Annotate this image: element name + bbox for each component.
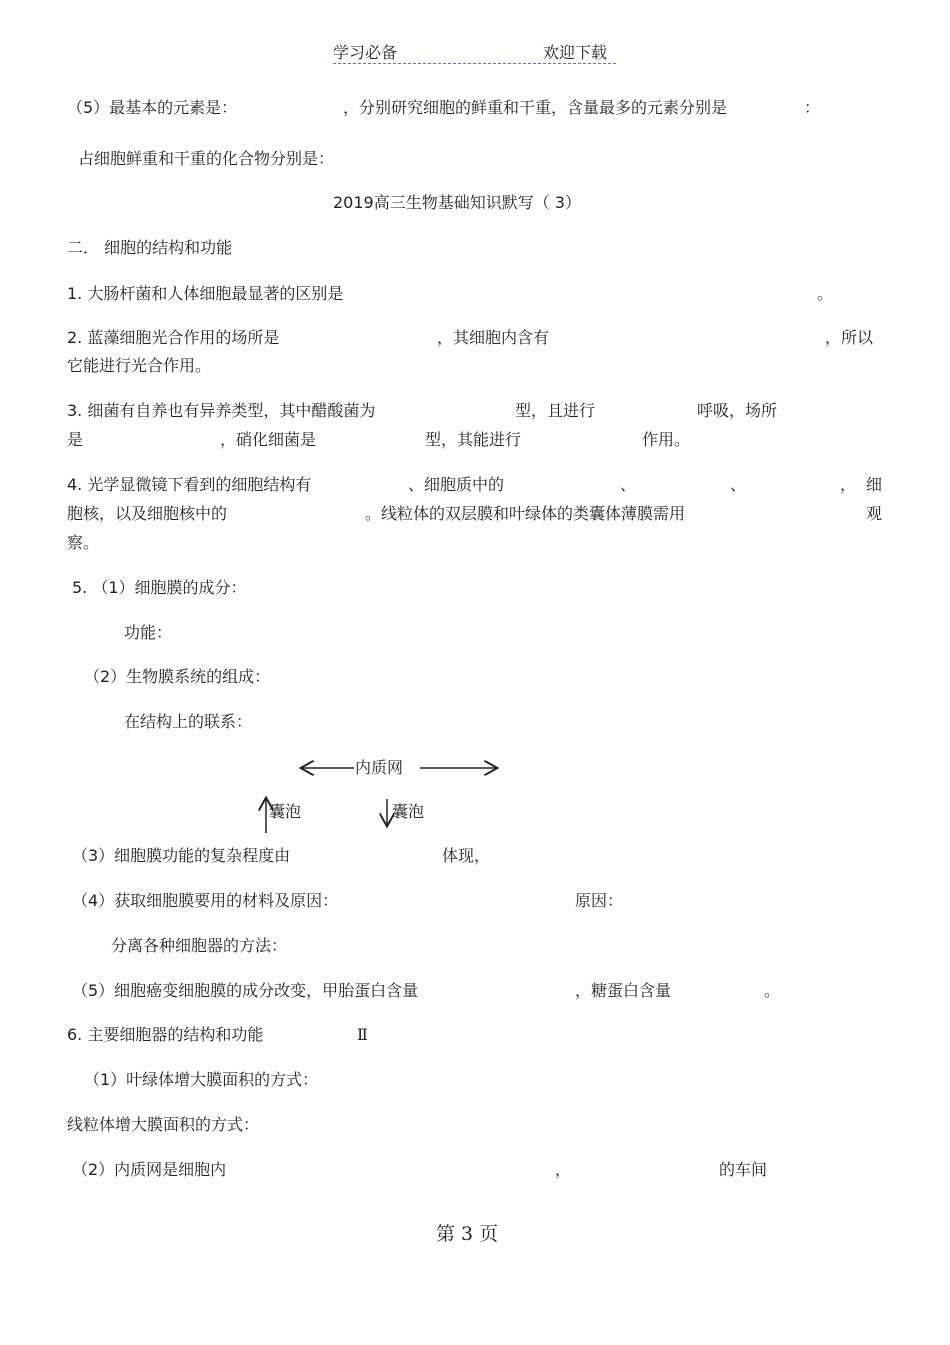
diagram-vesicle-left: 囊泡 <box>269 802 302 821</box>
q5-function: 功能： <box>124 623 173 642</box>
q2-cont: 它能进行光合作用。 <box>67 356 212 375</box>
q6-heading: 6. 主要细胞器的结构和功能 <box>67 1025 264 1044</box>
page-title: 2019高三生物基础知识默写（ 3） <box>333 193 581 212</box>
q6-roman: Ⅱ <box>357 1025 368 1044</box>
page-number: 第 3 页 <box>436 1223 499 1245</box>
q5-cancer: （5）细胞癌变细胞膜的成分改变，甲胎蛋白含量 <box>72 981 419 1000</box>
q4-cha: 察。 <box>67 533 100 552</box>
q4-nucleus: 胞核，以及细胞核中的 <box>67 504 228 523</box>
q4-sep1: 、 <box>620 475 637 494</box>
q4-sep3: ， <box>840 475 857 494</box>
q5-structure: 在结构上的联系： <box>124 712 253 731</box>
q-compounds: 占细胞鲜重和干重的化合物分别是： <box>78 149 335 168</box>
q5-end: 。 <box>764 981 781 1000</box>
q5-reason: 原因： <box>575 891 624 910</box>
q3-text: 3. 细菌有自养也有异养类型，其中醋酸菌为 <box>67 401 376 420</box>
diagram-er-label: 内质网 <box>355 758 404 777</box>
q-elements-end: ： <box>804 98 821 117</box>
q-elements-mid: ，分别研究细胞的鲜重和干重，含量最多的元素分别是 <box>343 98 728 117</box>
q1-end: 。 <box>817 284 834 303</box>
q3-nitro: ，硝化细菌是 <box>220 430 317 449</box>
q5-glyco: ，糖蛋白含量 <box>575 981 672 1000</box>
header-left: 学习必备 <box>333 43 398 62</box>
q-elements-label: （5）最基本的元素是： <box>67 98 238 117</box>
q3-type2: 型，其能进行 <box>425 430 522 449</box>
q6-workshop: 的车间 <box>719 1160 768 1179</box>
q4-sep2: 、 <box>730 475 747 494</box>
q6-mitochondria: 线粒体增大膜面积的方式： <box>67 1115 260 1134</box>
q2-text: 2. 蓝藻细胞光合作用的场所是 <box>67 328 280 347</box>
q4-membrane: 。线粒体的双层膜和叶绿体的类囊体薄膜需用 <box>365 504 686 523</box>
q4-xi: 细 <box>866 475 883 494</box>
q3-resp: 呼吸，场所 <box>697 401 778 420</box>
q5-material: （4）获取细胞膜要用的材料及原因： <box>72 891 339 910</box>
section-heading: 二． 细胞的结构和功能 <box>67 238 233 257</box>
q4-cyto: 、细胞质中的 <box>408 475 505 494</box>
q6-comma: ， <box>555 1160 572 1179</box>
q5-reflect: 体现， <box>442 846 491 865</box>
q3-act: 作用。 <box>642 430 691 449</box>
q5-system: （2）生物膜系统的组成： <box>84 667 271 686</box>
q3-type: 型，且进行 <box>515 401 596 420</box>
q4-text: 4. 光学显微镜下看到的细胞结构有 <box>67 475 312 494</box>
q1-text: 1. 大肠杆菌和人体细胞最显著的区别是 <box>67 284 344 303</box>
diagram-vesicle-right: 囊泡 <box>392 802 425 821</box>
q5-separate: 分离各种细胞器的方法： <box>111 936 288 955</box>
q5-composition: 5. （1）细胞膜的成分： <box>72 578 247 597</box>
q6-er: （2）内质网是细胞内 <box>72 1160 227 1179</box>
q6-chloroplast: （1）叶绿体增大膜面积的方式： <box>84 1070 319 1089</box>
q3-is: 是 <box>67 430 84 449</box>
q2-end: ，所以 <box>825 328 874 347</box>
header-right: 欢迎下载 <box>543 43 608 62</box>
q4-guan: 观 <box>866 504 883 523</box>
q5-complexity: （3）细胞膜功能的复杂程度由 <box>72 846 291 865</box>
q2-mid: ，其细胞内含有 <box>437 328 550 347</box>
